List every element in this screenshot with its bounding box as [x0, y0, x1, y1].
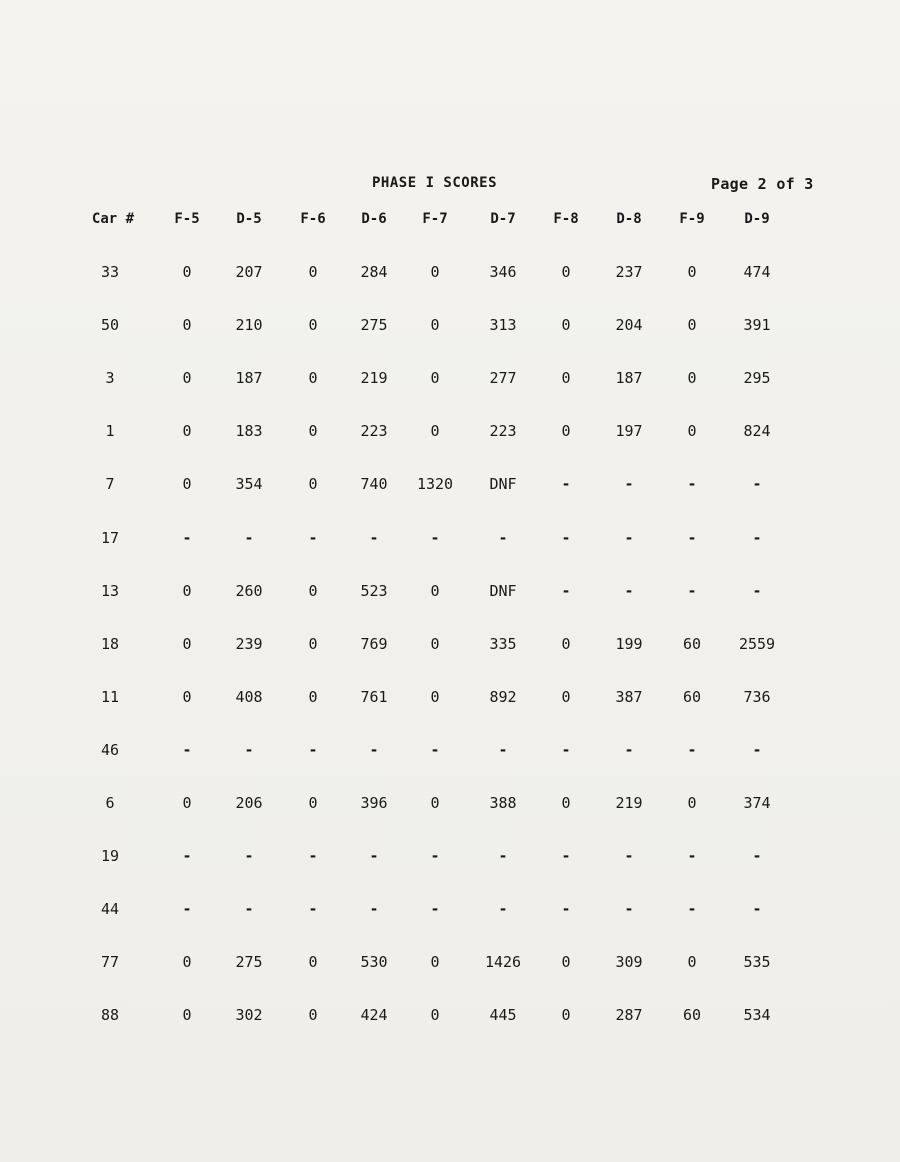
score-cell: 0 — [308, 634, 318, 653]
score-cell: 0 — [430, 369, 440, 388]
score-cell: 260 — [235, 581, 263, 600]
car-number-cell: 7 — [105, 475, 115, 494]
score-cell: 295 — [743, 369, 771, 388]
score-cell: 0 — [687, 316, 697, 335]
score-cell: DNF — [489, 475, 517, 494]
score-cell: 1320 — [416, 475, 454, 494]
score-cell: - — [182, 528, 192, 547]
score-cell: 530 — [360, 953, 388, 972]
column-header: F-7 — [422, 211, 448, 227]
score-cell: - — [308, 740, 318, 759]
column-header: D-5 — [236, 211, 262, 227]
page-number: Page 2 of 3 — [711, 175, 814, 193]
car-number-cell: 1 — [105, 422, 115, 441]
score-cell: 0 — [182, 794, 192, 812]
score-cell: 239 — [235, 634, 263, 653]
column-header: D-9 — [744, 211, 770, 227]
score-cell: - — [687, 528, 697, 547]
score-cell: 60 — [682, 1006, 702, 1025]
score-cell: 199 — [615, 634, 643, 653]
score-cell: 474 — [743, 263, 771, 281]
score-cell: 0 — [430, 581, 440, 600]
score-cell: - — [244, 900, 254, 919]
car-number-cell: 88 — [100, 1006, 120, 1025]
score-cell: - — [752, 847, 762, 866]
score-cell: 0 — [308, 581, 318, 600]
score-cell: 223 — [489, 422, 517, 441]
score-cell: - — [687, 740, 697, 759]
score-cell: - — [561, 900, 571, 919]
score-cell: - — [624, 900, 634, 919]
score-cell: 237 — [615, 263, 643, 281]
score-cell: 0 — [308, 422, 318, 441]
column-header: F-5 — [174, 211, 200, 227]
score-cell: 0 — [308, 475, 318, 494]
score-cell: 0 — [687, 369, 697, 388]
score-cell: - — [752, 528, 762, 547]
score-cell: 0 — [561, 316, 571, 335]
score-cell: 0 — [430, 263, 440, 281]
score-cell: 0 — [561, 794, 571, 812]
score-cell: 424 — [360, 1006, 388, 1025]
column-header: F-6 — [300, 211, 326, 227]
score-cell: - — [624, 740, 634, 759]
score-cell: - — [244, 847, 254, 866]
score-cell: 1426 — [484, 953, 522, 972]
score-cell: - — [752, 740, 762, 759]
score-cell: 0 — [561, 263, 571, 281]
score-cell: - — [369, 740, 379, 759]
score-cell: - — [687, 581, 697, 600]
score-cell: - — [369, 528, 379, 547]
column-header: D-7 — [490, 211, 516, 227]
score-cell: 387 — [615, 687, 643, 706]
score-cell: 761 — [360, 687, 388, 706]
car-number-cell: 46 — [100, 740, 120, 759]
score-cell: 534 — [743, 1006, 771, 1025]
score-cell: 396 — [360, 794, 388, 812]
score-cell: 0 — [182, 422, 192, 441]
score-cell: - — [752, 900, 762, 919]
score-cell: 0 — [308, 687, 318, 706]
score-cell: 204 — [615, 316, 643, 335]
score-cell: 0 — [430, 953, 440, 972]
score-cell: - — [308, 900, 318, 919]
score-cell: - — [244, 528, 254, 547]
page-title: PHASE I SCORES — [372, 175, 498, 191]
score-cell: - — [561, 528, 571, 547]
score-cell: 60 — [682, 687, 702, 706]
car-number-cell: 77 — [100, 953, 120, 972]
score-cell: - — [687, 475, 697, 494]
score-cell: 0 — [182, 369, 192, 388]
score-cell: 0 — [561, 953, 571, 972]
score-cell: 302 — [235, 1006, 263, 1025]
score-cell: 0 — [687, 953, 697, 972]
score-cell: 0 — [182, 475, 192, 494]
score-cell: 183 — [235, 422, 263, 441]
score-cell: 0 — [430, 687, 440, 706]
score-cell: 535 — [743, 953, 771, 972]
score-cell: 0 — [561, 1006, 571, 1025]
car-number-cell: 17 — [100, 528, 120, 547]
score-cell: - — [561, 475, 571, 494]
car-number-cell: 19 — [100, 847, 120, 866]
score-cell: 740 — [360, 475, 388, 494]
car-number-cell: 6 — [105, 794, 115, 812]
score-cell: - — [498, 900, 508, 919]
score-cell: 0 — [687, 263, 697, 281]
column-header: Car # — [91, 211, 135, 227]
car-number-cell: 13 — [100, 581, 120, 600]
score-cell: 408 — [235, 687, 263, 706]
score-cell: - — [308, 528, 318, 547]
score-cell: - — [430, 847, 440, 866]
score-cell: - — [561, 581, 571, 600]
column-header: F-8 — [553, 211, 579, 227]
score-cell: - — [624, 528, 634, 547]
score-cell: - — [561, 847, 571, 866]
score-cell: 354 — [235, 475, 263, 494]
score-cell: - — [430, 528, 440, 547]
score-cell: 0 — [182, 581, 192, 600]
score-cell: - — [561, 740, 571, 759]
score-cell: 0 — [308, 1006, 318, 1025]
score-cell: - — [498, 740, 508, 759]
score-cell: 0 — [182, 634, 192, 653]
score-cell: 219 — [615, 794, 643, 812]
score-cell: 0 — [308, 953, 318, 972]
score-cell: 0 — [430, 794, 440, 812]
score-cell: - — [308, 847, 318, 866]
score-cell: 207 — [235, 263, 263, 281]
score-cell: 0 — [687, 794, 697, 812]
score-cell: 0 — [182, 1006, 192, 1025]
score-cell: 0 — [430, 1006, 440, 1025]
score-cell: 0 — [182, 953, 192, 972]
score-cell: - — [687, 900, 697, 919]
score-cell: - — [498, 847, 508, 866]
score-cell: 60 — [682, 634, 702, 653]
score-cell: - — [244, 740, 254, 759]
score-cell: - — [369, 847, 379, 866]
score-cell: 0 — [561, 369, 571, 388]
score-cell: 287 — [615, 1006, 643, 1025]
score-cell: 374 — [743, 794, 771, 812]
score-cell: 187 — [235, 369, 263, 388]
score-cell: 187 — [615, 369, 643, 388]
score-cell: 0 — [182, 687, 192, 706]
car-number-cell: 11 — [100, 687, 120, 706]
score-cell: 335 — [489, 634, 517, 653]
score-cell: 0 — [308, 316, 318, 335]
score-cell: - — [624, 847, 634, 866]
score-cell: - — [624, 475, 634, 494]
score-cell: 0 — [430, 422, 440, 441]
score-cell: 277 — [489, 369, 517, 388]
score-cell: - — [498, 528, 508, 547]
score-cell: 388 — [489, 794, 517, 812]
score-cell: 0 — [561, 634, 571, 653]
score-cell: - — [752, 475, 762, 494]
score-cell: - — [182, 847, 192, 866]
score-cell: 0 — [308, 263, 318, 281]
score-cell: - — [687, 847, 697, 866]
score-cell: 206 — [235, 794, 263, 812]
score-cell: 769 — [360, 634, 388, 653]
car-number-cell: 33 — [100, 263, 120, 281]
score-cell: 0 — [308, 369, 318, 388]
score-cell: 0 — [561, 422, 571, 441]
score-cell: 197 — [615, 422, 643, 441]
car-number-cell: 18 — [100, 634, 120, 653]
car-number-cell: 50 — [100, 316, 120, 335]
score-cell: 523 — [360, 581, 388, 600]
score-cell: 275 — [235, 953, 263, 972]
score-cell: DNF — [489, 581, 517, 600]
score-cell: 0 — [687, 422, 697, 441]
score-cell: 892 — [489, 687, 517, 706]
score-cell: 313 — [489, 316, 517, 335]
column-header: D-8 — [616, 211, 642, 227]
score-cell: 210 — [235, 316, 263, 335]
score-cell: - — [752, 581, 762, 600]
score-cell: 736 — [743, 687, 771, 706]
score-cell: - — [430, 900, 440, 919]
score-cell: 284 — [360, 263, 388, 281]
score-cell: 0 — [430, 634, 440, 653]
score-cell: 219 — [360, 369, 388, 388]
score-cell: 346 — [489, 263, 517, 281]
column-header: F-9 — [679, 211, 705, 227]
score-cell: 445 — [489, 1006, 517, 1025]
score-cell: 391 — [743, 316, 771, 335]
score-cell: 0 — [182, 263, 192, 281]
car-number-cell: 44 — [100, 900, 120, 919]
score-cell: 824 — [743, 422, 771, 441]
score-cell: - — [369, 900, 379, 919]
car-number-cell: 3 — [105, 369, 115, 388]
score-cell: 2559 — [738, 634, 776, 653]
score-cell: 0 — [308, 794, 318, 812]
score-cell: - — [430, 740, 440, 759]
score-cell: 0 — [430, 316, 440, 335]
score-cell: 0 — [561, 687, 571, 706]
score-cell: 275 — [360, 316, 388, 335]
score-cell: - — [182, 900, 192, 919]
score-cell: - — [624, 581, 634, 600]
column-header: D-6 — [361, 211, 387, 227]
score-cell: 223 — [360, 422, 388, 441]
score-cell: 0 — [182, 316, 192, 335]
score-cell: - — [182, 740, 192, 759]
score-cell: 309 — [615, 953, 643, 972]
